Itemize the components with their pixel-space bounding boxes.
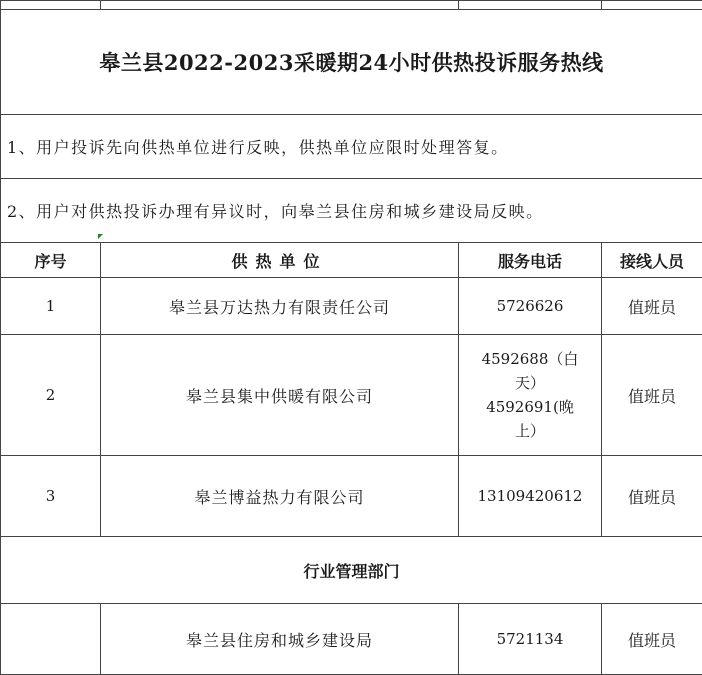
title-row xyxy=(1,10,702,115)
top-strip-cell xyxy=(459,1,602,10)
row-staff: 值班员 xyxy=(602,604,702,675)
row-unit: 皋兰县住房和城乡建设局 xyxy=(101,604,459,675)
phone-line: 天） xyxy=(459,371,601,395)
row-phone xyxy=(459,278,602,335)
row-unit: 皋兰博益热力有限公司 xyxy=(101,456,459,537)
phone-line: 上） xyxy=(459,419,601,443)
phone-line: 5726626 xyxy=(459,294,601,318)
note-2: 2、用户对供热投诉办理有异议时，向皋兰县住房和城乡建设局反映。 xyxy=(1,179,702,243)
document-title: 皋兰县2022-2023采暖期24小时供热投诉服务热线 xyxy=(1,10,702,115)
note-1: 1、用户投诉先向供热单位进行反映，供热单位应限时处理答复。 xyxy=(1,115,702,179)
top-strip-cell xyxy=(101,1,459,10)
header-staff: 接线人员 xyxy=(602,243,702,278)
header-seq: 序号 xyxy=(1,243,101,278)
row-staff: 值班员 xyxy=(602,278,702,335)
table-header-row xyxy=(1,243,702,278)
row-seq xyxy=(1,604,101,675)
table-row xyxy=(1,456,702,537)
table-row xyxy=(1,604,702,675)
row-staff: 值班员 xyxy=(602,335,702,456)
header-unit: 供热单位 xyxy=(101,243,459,278)
row-unit: 皋兰县万达热力有限责任公司 xyxy=(101,278,459,335)
row-seq: 2 xyxy=(1,335,101,456)
section-row xyxy=(1,537,702,604)
row-staff: 值班员 xyxy=(602,456,702,537)
phone-line: 13109420612 xyxy=(459,484,601,508)
note-row xyxy=(1,179,702,243)
top-strip-cell xyxy=(602,1,702,10)
phone-line: 4592691(晚 xyxy=(459,395,601,419)
row-phone xyxy=(459,335,602,456)
row-phone: 5721134 xyxy=(459,604,602,675)
top-strip-cell xyxy=(1,1,101,10)
table-row xyxy=(1,278,702,335)
header-phone: 服务电话 xyxy=(459,243,602,278)
section-title: 行业管理部门 xyxy=(1,537,702,604)
top-strip-row xyxy=(1,1,702,10)
row-seq: 1 xyxy=(1,278,101,335)
cell-marker-icon xyxy=(98,234,103,239)
phone-line: 4592688（白 xyxy=(459,347,601,371)
table-row xyxy=(1,335,702,456)
row-unit: 皋兰县集中供暖有限公司 xyxy=(101,335,459,456)
row-phone xyxy=(459,456,602,537)
row-seq: 3 xyxy=(1,456,101,537)
note-row xyxy=(1,115,702,179)
